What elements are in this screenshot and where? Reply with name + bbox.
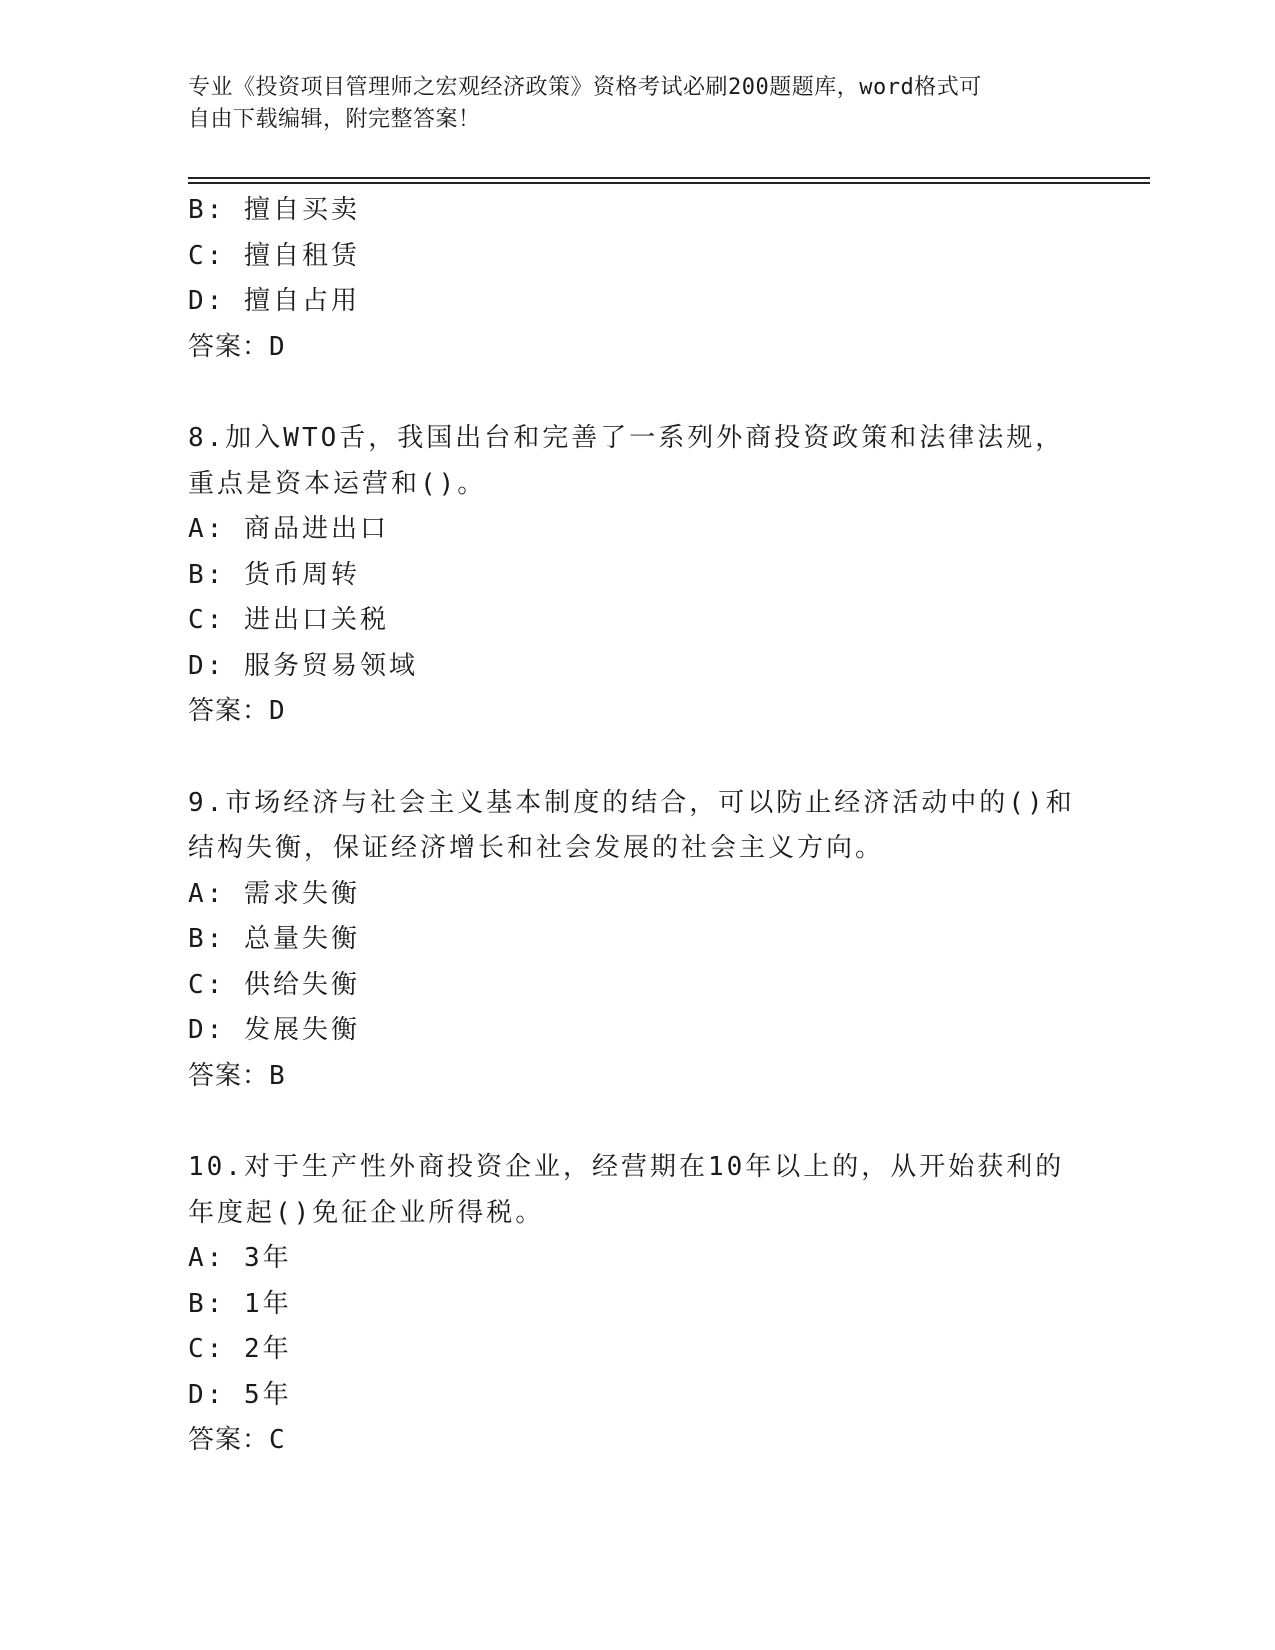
question-text-line: 年度起()免征企业所得税。 [188,1197,545,1228]
question-text-line: 重点是资本运营和()。 [188,468,487,499]
answer: 答案：D [188,331,286,362]
question-10 [188,1145,1088,1464]
question-9 [188,781,1088,1100]
option-b: B: 1年 [188,1288,292,1319]
question-text-line: 10.对于生产性外商投资企业，经营期在10年以上的，从开始获利的 [188,1152,1065,1182]
option-a: A: 需求失衡 [188,878,360,909]
question-content [188,188,1088,1464]
header-line-2: 自由下载编辑，附完整答案！ [188,107,481,132]
option-b: B: 擅自买卖 [188,195,360,225]
spacer [188,735,1088,781]
option-d: D: 发展失衡 [188,1015,360,1045]
header-divider-top [188,177,1150,179]
question-text-line: 8.加入WTO舌，我国出台和完善了一系列外商投资政策和法律法规， [188,423,1065,453]
option-a: A: 3年 [188,1243,292,1273]
header-divider-bottom [188,182,1150,184]
continued-question [188,188,1088,370]
spacer [188,1099,1088,1145]
document-header [188,72,1068,136]
option-b: B: 总量失衡 [188,924,360,954]
spacer [188,370,1088,416]
option-c: C: 2年 [188,1334,292,1364]
option-c: C: 进出口关税 [188,605,389,635]
answer: 答案：B [188,1060,286,1091]
answer: 答案：D [188,696,286,726]
option-a: A: 商品进出口 [188,514,389,544]
option-d: D: 5年 [188,1379,292,1410]
question-text-line: 结构失衡，保证经济增长和社会发展的社会主义方向。 [188,833,885,863]
option-b: B: 货币周转 [188,559,360,590]
answer: 答案：C [188,1425,286,1455]
option-c: C: 擅自租赁 [188,240,360,271]
question-8 [188,416,1088,735]
option-d: D: 擅自占用 [188,286,360,316]
question-text-line: 9.市场经济与社会主义基本制度的结合，可以防止经济活动中的()和 [188,787,1075,818]
header-line-1: 专业《投资项目管理师之宏观经济政策》资格考试必刷200题题库，word格式可 [188,75,982,100]
option-c: C: 供给失衡 [188,969,360,1000]
option-d: D: 服务贸易领域 [188,650,418,681]
